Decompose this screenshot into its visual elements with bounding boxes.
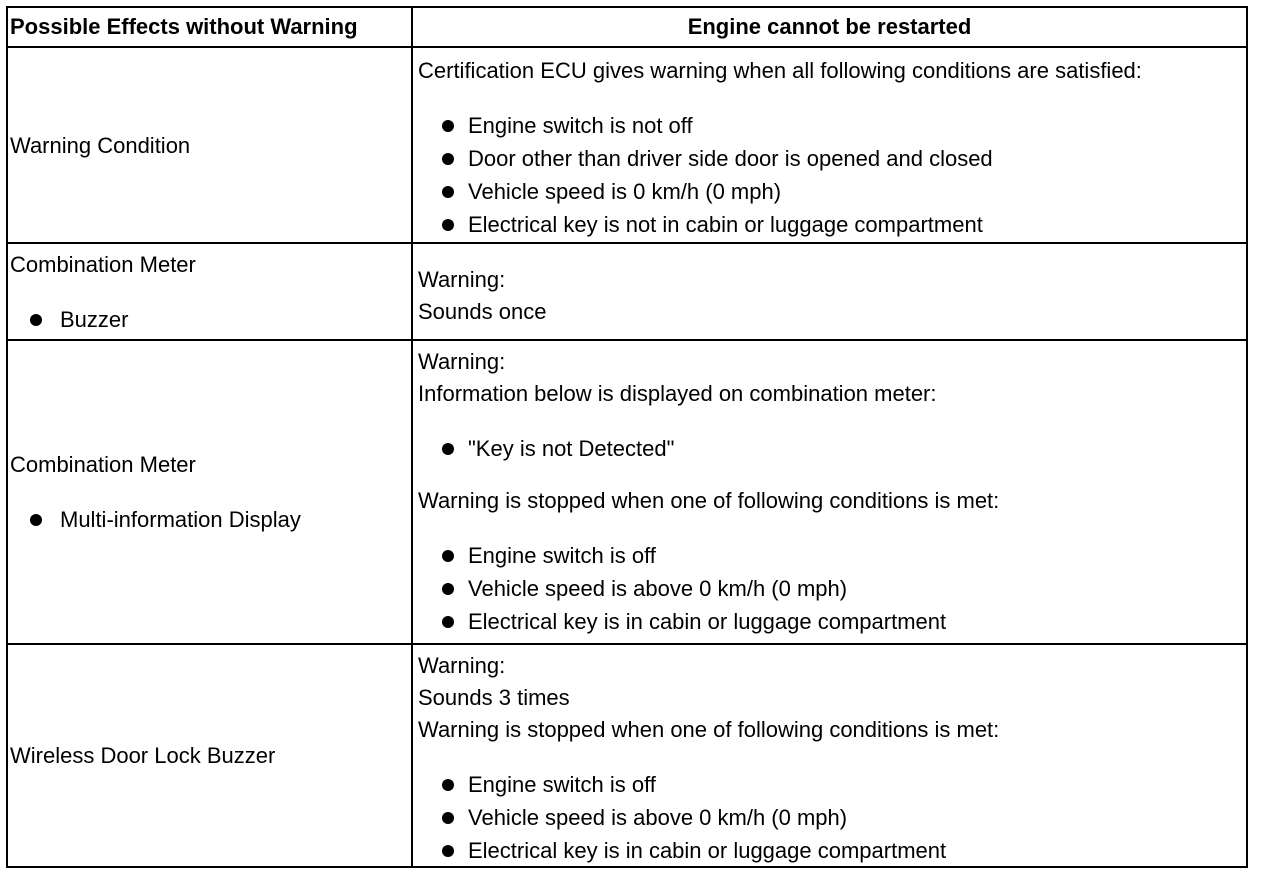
list-item: Vehicle speed is 0 km/h (0 mph) (418, 175, 1244, 208)
row-label: Warning Condition (10, 133, 191, 158)
table-row-warning-condition (6, 46, 1246, 244)
row-detail: Warning: Sounds 3 times Warning is stopped when one of following conditions is met: Engine switch is off Vehicle speed is above 0 km/h (0 mph) Electrical key is in cabin or luggage compartment (418, 650, 1244, 867)
bullet-icon (442, 219, 454, 231)
bullet-icon (442, 845, 454, 857)
list-item: Multi-information Display (10, 503, 410, 536)
bullet-icon (442, 443, 454, 455)
bullet-icon (30, 514, 42, 526)
row-detail (418, 55, 1244, 241)
row-label: Combination Meter Buzzer (10, 249, 410, 336)
table-row-door-lock-buzzer (6, 643, 1246, 868)
bullet-icon (442, 550, 454, 562)
header-right: Engine cannot be restarted (687, 14, 972, 39)
warning-table (6, 6, 1248, 868)
row-detail: Warning: Information below is displayed on combination meter: "Key is not Detected" Warning is stopped when one of following conditions is met: Engine switch is off Vehicle speed is above 0 km/h (0 mph) Electrical key is in cabin or luggage compartment (418, 346, 1244, 638)
list-item: "Key is not Detected" (418, 432, 1244, 465)
row-label: Wireless Door Lock Buzzer (10, 743, 276, 768)
list-item: Engine switch is off (418, 539, 1244, 572)
table-row-meter-display (6, 339, 1246, 645)
list-item: Electrical key is not in cabin or luggage compartment (418, 208, 1244, 241)
bullet-icon (30, 314, 42, 326)
table-row-meter-buzzer (6, 242, 1246, 341)
row-detail: Warning: Sounds once (418, 267, 547, 324)
list-item: Vehicle speed is above 0 km/h (0 mph) (418, 572, 1244, 605)
bullet-icon (442, 812, 454, 824)
row-label: Combination Meter Multi-information Display (10, 449, 410, 536)
list-item: Engine switch is off (418, 768, 1244, 801)
bullet-icon (442, 616, 454, 628)
bullet-icon (442, 779, 454, 791)
bullet-icon (442, 186, 454, 198)
bullet-icon (442, 583, 454, 595)
list-item: Engine switch is not off (418, 109, 1244, 142)
list-item: Electrical key is in cabin or luggage compartment (418, 605, 1244, 638)
condition-intro: Certification ECU gives warning when all following conditions are satisfied: (418, 58, 1142, 83)
list-item: Door other than driver side door is opened and closed (418, 142, 1244, 175)
list-item: Vehicle speed is above 0 km/h (0 mph) (418, 801, 1244, 834)
list-item: Electrical key is in cabin or luggage compartment (418, 834, 1244, 867)
list-item: Buzzer (10, 303, 410, 336)
bullet-icon (442, 153, 454, 165)
bullet-icon (442, 120, 454, 132)
header-left: Possible Effects without Warning (10, 14, 358, 39)
